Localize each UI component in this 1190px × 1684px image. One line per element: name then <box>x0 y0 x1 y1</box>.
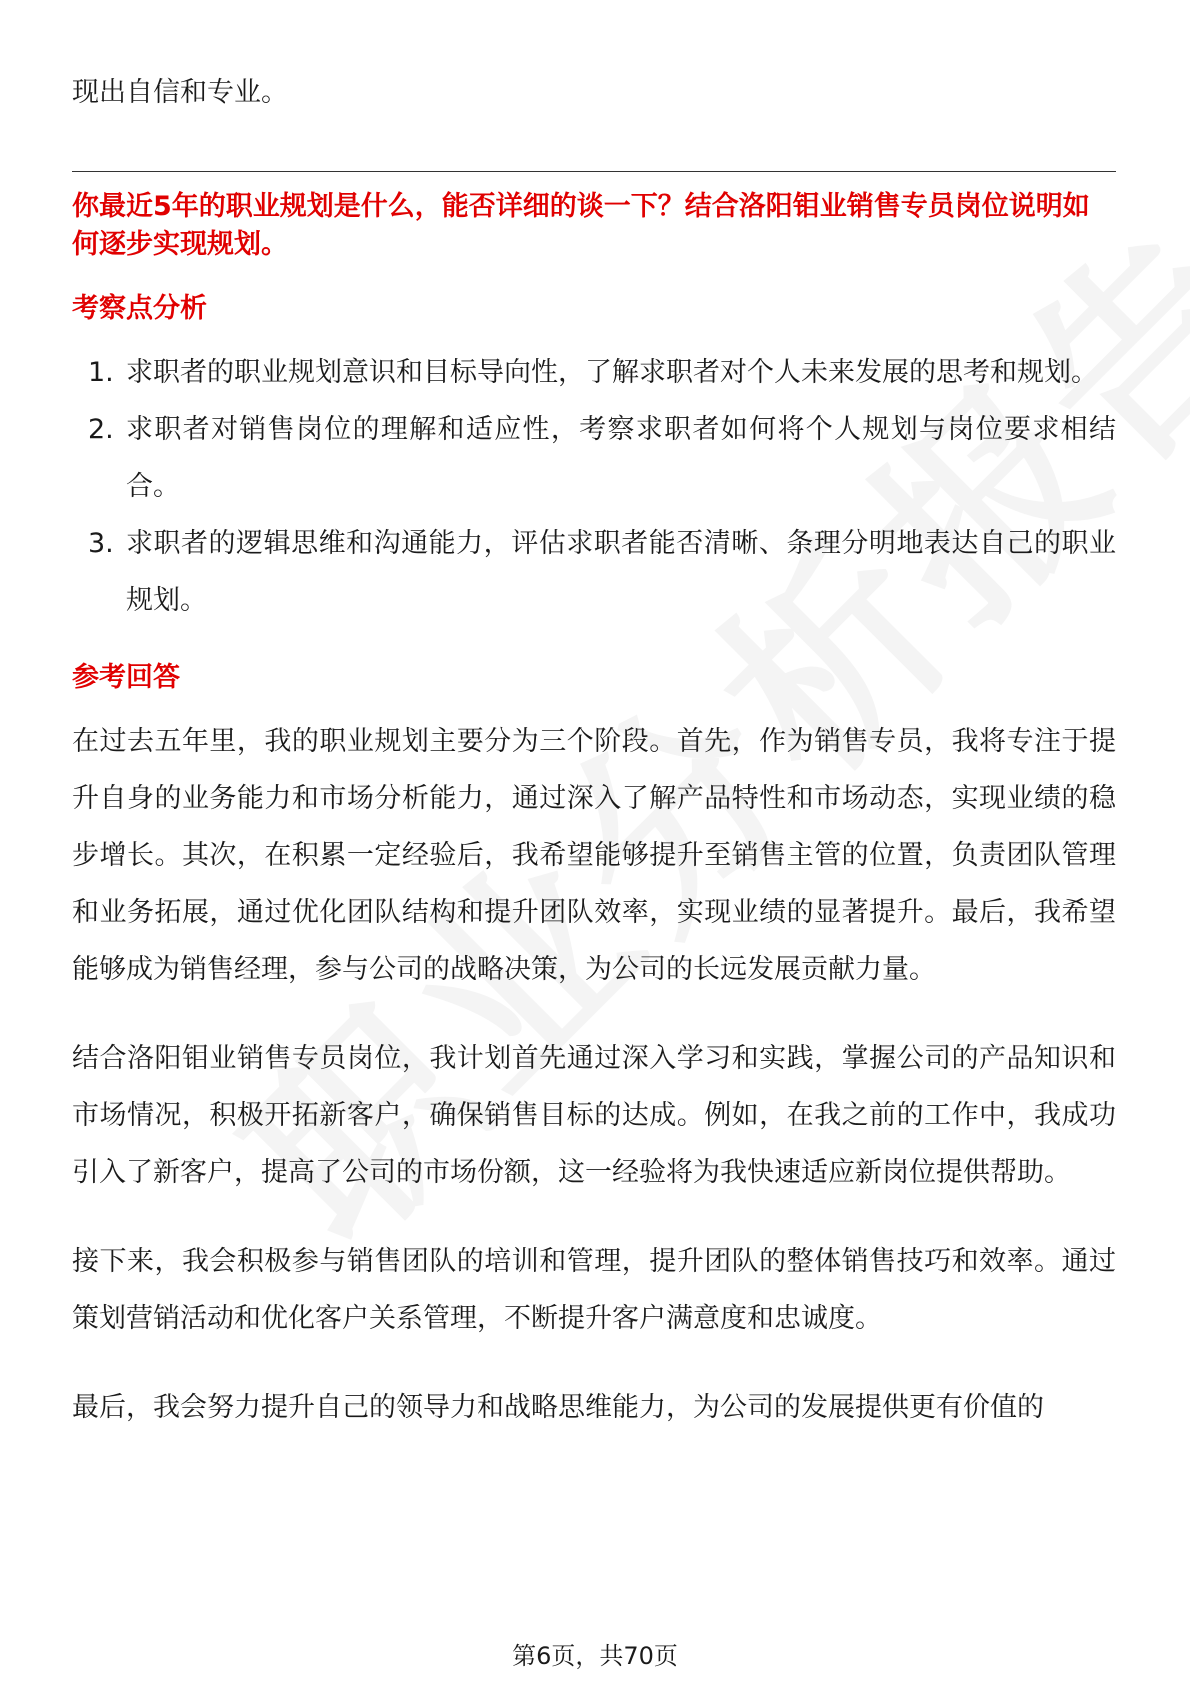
page-number: 第6页，共70页 <box>512 1642 678 1670</box>
list-item <box>72 401 1116 515</box>
answer-paragraph: 接下来，我会积极参与销售团队的培训和管理，提升团队的整体销售技巧和效率。通过策划营销活动和优化客户关系管理，不断提升客户满意度和忠诚度。 <box>72 1246 1116 1334</box>
answer-paragraph: 最后，我会努力提升自己的领导力和战略思维能力，为公司的发展提供更有价值的 <box>72 1392 1044 1423</box>
analysis-list <box>72 344 1116 629</box>
list-text: 求职者的职业规划意识和目标导向性，了解求职者对个人未来发展的思考和规划。 <box>126 357 1098 388</box>
continued-paragraph: 现出自信和专业。 <box>72 77 288 108</box>
list-number: 1. <box>88 357 114 388</box>
answer-paragraph: 结合洛阳钼业销售专员岗位，我计划首先通过深入学习和实践，掌握公司的产品知识和市场情况，积极开拓新客户，确保销售目标的达成。例如，在我之前的工作中，我成功引入了新客户，提高了公司的市场份额，这一经验将为我快速适应新岗位提供帮助。 <box>72 1043 1116 1188</box>
list-item <box>72 344 1116 401</box>
list-number: 2. <box>88 414 114 445</box>
answer-heading: 参考回答 <box>72 662 180 693</box>
analysis-heading: 考察点分析 <box>72 293 207 324</box>
page-content <box>72 64 1116 1468</box>
section-divider <box>72 171 1116 172</box>
answer-body <box>72 713 1116 1436</box>
list-item <box>72 515 1116 629</box>
interview-question: 你最近5年的职业规划是什么，能否详细的谈一下？结合洛阳钼业销售专员岗位说明如何逐步实现规划。 <box>72 191 1090 260</box>
answer-paragraph: 在过去五年里，我的职业规划主要分为三个阶段。首先，作为销售专员，我将专注于提升自身的业务能力和市场分析能力，通过深入了解产品特性和市场动态，实现业绩的稳步增长。其次，在积累一定经验后，我希望能够提升至销售主管的位置，负责团队管理和业务拓展，通过优化团队结构和提升团队效率，实现业绩的显著提升。最后，我希望能够成为销售经理，参与公司的战略决策，为公司的长远发展贡献力量。 <box>72 726 1116 985</box>
list-text: 求职者的逻辑思维和沟通能力，评估求职者能否清晰、条理分明地表达自己的职业规划。 <box>126 528 1116 616</box>
list-text: 求职者对销售岗位的理解和适应性，考察求职者如何将个人规划与岗位要求相结合。 <box>126 414 1116 502</box>
list-number: 3. <box>88 528 114 559</box>
